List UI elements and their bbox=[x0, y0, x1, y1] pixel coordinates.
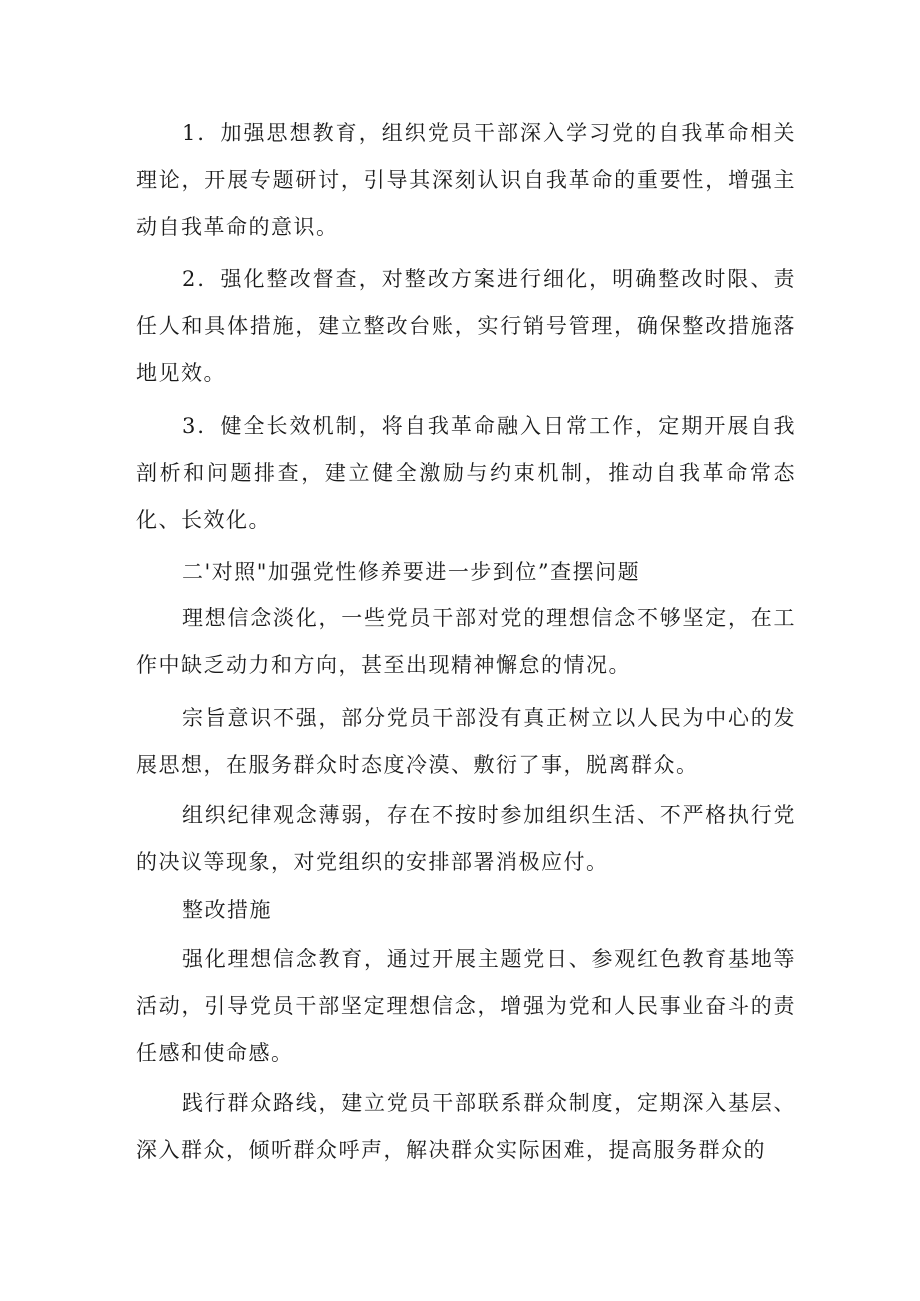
paragraph-measure-ideals-education: 强化理想信念教育，通过开展主题党日、参观红色教育基地等活动，引导党员干部坚定理想信念，增强为党和人民事业奋斗的责任感和使命感。 bbox=[136, 947, 796, 1065]
section-heading-two: 二'对照"加强党性修养要进一步到位”查摆问题 bbox=[182, 560, 641, 584]
paragraph-measure-1: 1．加强思想教育，组织党员干部深入学习党的自我革命相关理论，开展专题研讨，引导其深刻认识自我革命的重要性，增强主动自我革命的意识。 bbox=[136, 121, 796, 239]
paragraph-measure-mass-line: 践行群众路线，建立党员干部联系群众制度，定期深入基层、深入群众，倾听群众呼声，解决群众实际困难，提高服务群众的 bbox=[136, 1091, 796, 1162]
paragraph-problem-discipline: 组织纪律观念薄弱，存在不按时参加组织生活、不严格执行党的决议等现象，对党组织的安排部署消极应付。 bbox=[136, 803, 796, 874]
paragraph-measure-3: 3．健全长效机制，将自我革命融入日常工作，定期开展自我剖析和问题排查，建立健全激励与约束机制，推动自我革命常态化、长效化。 bbox=[136, 414, 796, 532]
subheading-rectification-measures: 整改措施 bbox=[182, 898, 272, 922]
paragraph-problem-ideals: 理想信念淡化，一些党员干部对党的理想信念不够坚定，在工作中缺乏动力和方向，甚至出现精神懈怠的情况。 bbox=[136, 606, 796, 677]
paragraph-problem-purpose: 宗旨意识不强，部分党员干部没有真正树立以人民为中心的发展思想，在服务群众时态度冷漠、敷衍了事，脱离群众。 bbox=[136, 706, 796, 777]
paragraph-measure-2: 2．强化整改督查，对整改方案进行细化，明确整改时限、责任人和具体措施，建立整改台账，实行销号管理，确保整改措施落地见效。 bbox=[136, 267, 796, 385]
